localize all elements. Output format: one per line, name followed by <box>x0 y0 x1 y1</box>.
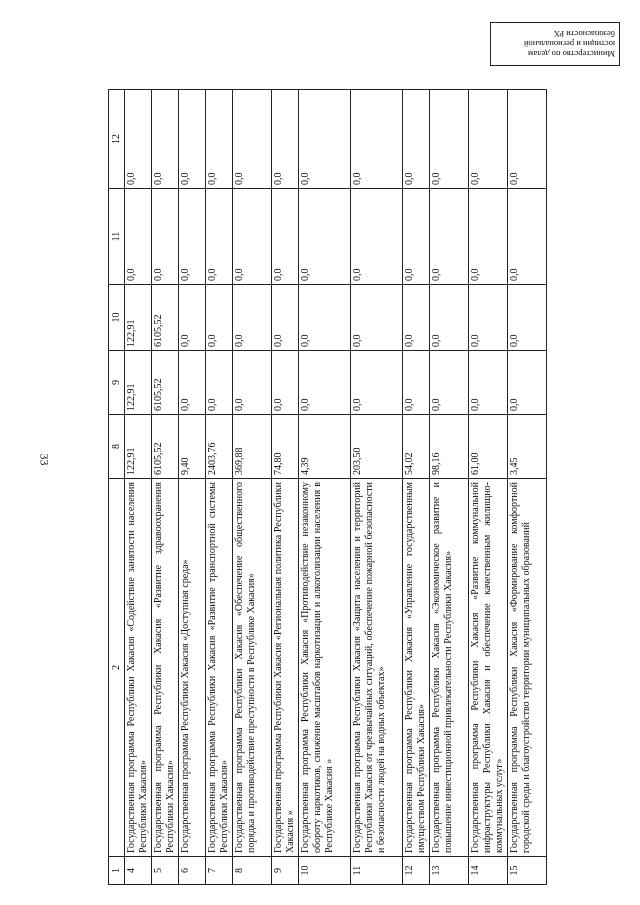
budget-table <box>108 89 547 885</box>
program-name-cell: Государственная программа Республики Хакасия «Управление государственным имуществом Республики Хакасия» <box>403 479 430 857</box>
value-cell-col11: 0,0 <box>152 189 179 285</box>
row-number-cell: 13 <box>430 857 469 885</box>
row-number-cell: 14 <box>469 857 508 885</box>
value-cell-col9: 0,0 <box>351 351 403 415</box>
row-number-cell: 10 <box>299 857 351 885</box>
value-cell-col11: 0,0 <box>125 189 152 285</box>
page-number: 33 <box>37 453 52 466</box>
value-cell-col9: 6105,52 <box>152 351 179 415</box>
header-cell: 1 <box>109 857 125 885</box>
value-cell-col12: 0,0 <box>508 90 547 189</box>
value-cell-col9: 0,0 <box>430 351 469 415</box>
header-cell: 12 <box>109 90 125 189</box>
value-cell-col12: 0,0 <box>403 90 430 189</box>
value-cell-col9: 0,0 <box>179 351 206 415</box>
value-cell-col8: 98,16 <box>430 415 469 479</box>
value-cell-col8: 203,50 <box>351 415 403 479</box>
value-cell-col9: 0,0 <box>508 351 547 415</box>
value-cell-col12: 0,0 <box>206 90 233 189</box>
header-cell: 2 <box>109 479 125 857</box>
value-cell-col8: 4,39 <box>299 415 351 479</box>
program-name-cell: Государственная программа Республики Хакасия «Противодействие незаконному обороту наркотиков, снижение масштабов наркотизации и алкоголизации населения в Республике Хакасия » <box>299 479 351 857</box>
value-cell-col8: 369,88 <box>233 415 272 479</box>
value-cell-col8: 6105,52 <box>152 415 179 479</box>
table-row <box>125 90 152 885</box>
value-cell-col9: 122,91 <box>125 351 152 415</box>
program-name-cell: Государственная программа Республики Хакасия «Обеспечение общественного порядка и противодействие преступности в Республике Хакасия» <box>233 479 272 857</box>
value-cell-col12: 0,0 <box>351 90 403 189</box>
header-cell: 10 <box>109 285 125 351</box>
value-cell-col12: 0,0 <box>152 90 179 189</box>
value-cell-col12: 0,0 <box>469 90 508 189</box>
value-cell-col10: 0,0 <box>233 285 272 351</box>
value-cell-col8: 3,45 <box>508 415 547 479</box>
value-cell-col8: 54,02 <box>403 415 430 479</box>
header-row <box>109 90 125 885</box>
row-number-cell: 6 <box>179 857 206 885</box>
table-row <box>152 90 179 885</box>
table-row <box>179 90 206 885</box>
table-row <box>206 90 233 885</box>
value-cell-col10: 122,91 <box>125 285 152 351</box>
header-cell: 11 <box>109 189 125 285</box>
value-cell-col8: 2403,76 <box>206 415 233 479</box>
table-row <box>508 90 547 885</box>
value-cell-col8: 9,40 <box>179 415 206 479</box>
row-number-cell: 15 <box>508 857 547 885</box>
value-cell-col10: 0,0 <box>206 285 233 351</box>
value-cell-col11: 0,0 <box>469 189 508 285</box>
stamp-line: безопасности РХ <box>553 29 615 39</box>
row-number-cell: 8 <box>233 857 272 885</box>
value-cell-col11: 0,0 <box>351 189 403 285</box>
program-name-cell: Государственная программа Республики Хакасия «Региональная политика Республики Хакасия » <box>272 479 299 857</box>
value-cell-col9: 0,0 <box>272 351 299 415</box>
row-number-cell: 11 <box>351 857 403 885</box>
table-row <box>469 90 508 885</box>
value-cell-col10: 6105,52 <box>152 285 179 351</box>
value-cell-col9: 0,0 <box>403 351 430 415</box>
value-cell-col12: 0,0 <box>233 90 272 189</box>
table-row <box>272 90 299 885</box>
value-cell-col12: 0,0 <box>272 90 299 189</box>
value-cell-col10: 0,0 <box>272 285 299 351</box>
value-cell-col9: 0,0 <box>233 351 272 415</box>
header-cell: 9 <box>109 351 125 415</box>
value-cell-col10: 0,0 <box>508 285 547 351</box>
stamp-line: Министерство по делам <box>528 49 615 59</box>
value-cell-col11: 0,0 <box>508 189 547 285</box>
program-name-cell: Государственная программа Республики Хакасия «Доступная среда» <box>179 479 206 857</box>
value-cell-col11: 0,0 <box>403 189 430 285</box>
table-row <box>233 90 272 885</box>
registration-stamp <box>490 22 620 66</box>
value-cell-col12: 0,0 <box>430 90 469 189</box>
table-row <box>299 90 351 885</box>
program-name-cell: Государственная программа Республики Хакасия «Формирование комфортной городской среды и благоустройство территории муниципальных образований <box>508 479 547 857</box>
value-cell-col10: 0,0 <box>430 285 469 351</box>
program-name-cell: Государственная программа Республики Хакасия «Развитие коммунальной инфраструктуры Республики Хакасия и обеспечение качественным жилищно-коммунальных услуг» <box>469 479 508 857</box>
program-name-cell: Государственная программа Республики Хакасия «Экономическое развитие и повышение инвестиционной привлекательности Республики Хакасия» <box>430 479 469 857</box>
value-cell-col10: 0,0 <box>351 285 403 351</box>
value-cell-col11: 0,0 <box>299 189 351 285</box>
program-name-cell: Государственная программа Республики Хакасия «Развитие транспортной системы Республики Хакасия» <box>206 479 233 857</box>
value-cell-col9: 0,0 <box>206 351 233 415</box>
value-cell-col10: 0,0 <box>403 285 430 351</box>
row-number-cell: 7 <box>206 857 233 885</box>
value-cell-col11: 0,0 <box>430 189 469 285</box>
value-cell-col11: 0,0 <box>179 189 206 285</box>
rotated-table-container <box>108 90 618 885</box>
value-cell-col12: 0,0 <box>179 90 206 189</box>
row-number-cell: 12 <box>403 857 430 885</box>
value-cell-col11: 0,0 <box>206 189 233 285</box>
value-cell-col9: 0,0 <box>469 351 508 415</box>
value-cell-col8: 61,00 <box>469 415 508 479</box>
value-cell-col9: 0,0 <box>299 351 351 415</box>
value-cell-col11: 0,0 <box>272 189 299 285</box>
row-number-cell: 9 <box>272 857 299 885</box>
value-cell-col10: 0,0 <box>299 285 351 351</box>
value-cell-col8: 122,91 <box>125 415 152 479</box>
row-number-cell: 4 <box>125 857 152 885</box>
value-cell-col10: 0,0 <box>179 285 206 351</box>
program-name-cell: Государственная программа Республики Хакасия «Содействие занятости населения Республики Хакасия» <box>125 479 152 857</box>
table-row <box>351 90 403 885</box>
row-number-cell: 5 <box>152 857 179 885</box>
stamp-line: юстиции и региональной <box>523 39 615 49</box>
program-name-cell: Государственная программа Республики Хакасия «Защита населения и территорий Республики Хакасия от чрезвычайных ситуаций, обеспечение пожарной безопасности и безопасности людей на водных объектах» <box>351 479 403 857</box>
header-cell: 8 <box>109 415 125 479</box>
value-cell-col10: 0,0 <box>469 285 508 351</box>
table-row <box>403 90 430 885</box>
value-cell-col8: 74,80 <box>272 415 299 479</box>
value-cell-col11: 0,0 <box>233 189 272 285</box>
value-cell-col12: 0,0 <box>299 90 351 189</box>
program-name-cell: Государственная программа Республики Хакасия «Развитие здравоохранения Республики Хакасия» <box>152 479 179 857</box>
value-cell-col12: 0,0 <box>125 90 152 189</box>
table-row <box>430 90 469 885</box>
